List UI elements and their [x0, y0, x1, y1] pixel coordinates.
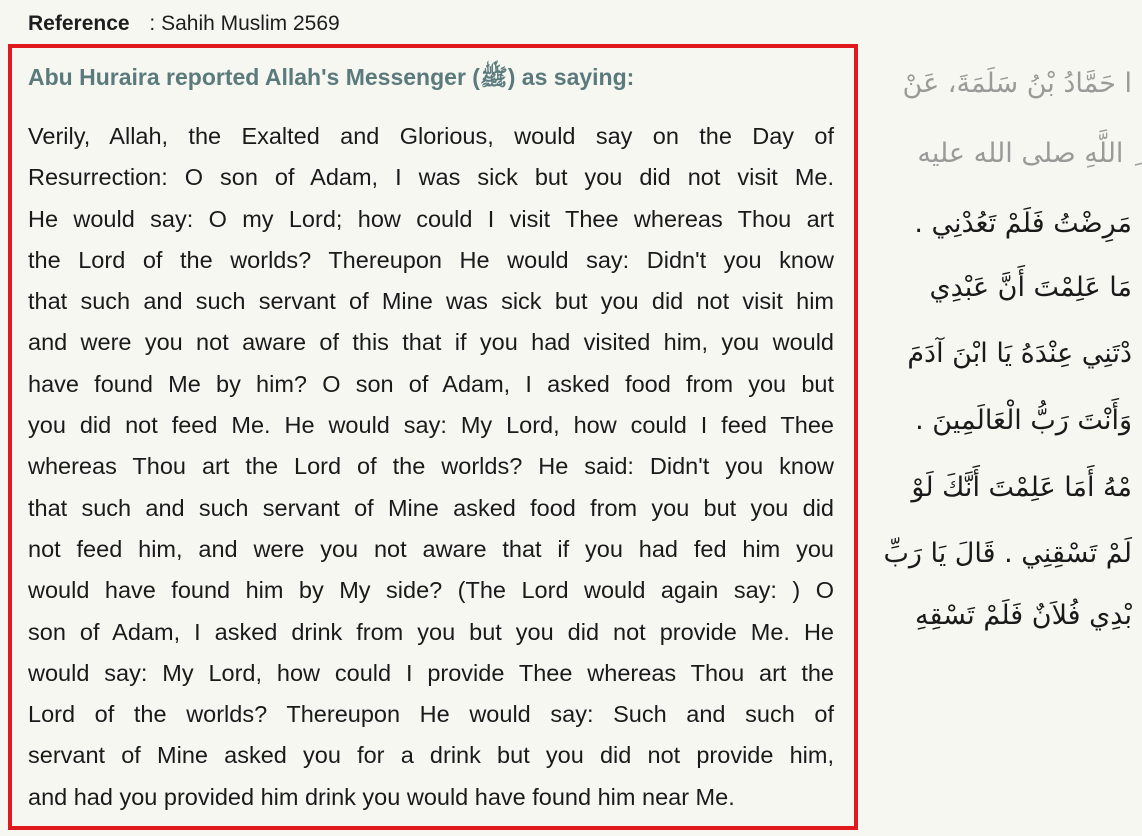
text-line: the Lord of the worlds? Thereupon He would say: Didn't you know [28, 246, 834, 273]
reference-value: Sahih Muslim 2569 [161, 12, 340, 35]
arabic-line: ا حَمَّادُ بْنُ سَلَمَةَ، عَنْ [902, 68, 1132, 99]
text-line: Lord of the worlds? Thereupon He would say: Such and such of [28, 701, 834, 728]
arabic-line: بْدِي فُلاَنٌ فَلَمْ تَسْقِهِ [915, 600, 1132, 631]
text-line: Verily, Allah, the Exalted and Glorious, would say on the Day of [28, 123, 834, 149]
reference-separator: : [149, 12, 156, 35]
text-line: He would say: O my Lord; how could I visit Thee whereas Thou art [28, 205, 834, 232]
arabic-line: مَا عَلِمْتَ أَنَّ عَبْدِي [929, 272, 1132, 303]
text-line: and had you provided him drink you would have found him near Me. [28, 783, 735, 810]
text-line: servant of Mine asked you for a drink but you did not provide him, [28, 742, 834, 769]
text-line: you did not feed Me. He would say: My Lord, how could I feed Thee [28, 412, 834, 439]
text-line: Resurrection: O son of Adam, I was sick but you did not visit Me. [28, 164, 834, 191]
text-line: whereas Thou art the Lord of the worlds? He said: Didn't you know [28, 453, 834, 480]
text-line: not feed him, and were you not aware that if you had fed him you [28, 535, 834, 562]
arabic-line: لَمْ تَسْقِنِي . قَالَ يَا رَبِّ [883, 538, 1132, 569]
text-line: have found Me by him? O son of Adam, I asked food from you but [28, 370, 834, 397]
text-line: son of Adam, I asked drink from you but you did not provide Me. He [28, 618, 834, 645]
arabic-line: وَأَنْتَ رَبُّ الْعَالَمِينَ . [915, 405, 1132, 436]
text-line: would say: My Lord, how could I provide Thee whereas Thou art the [28, 659, 834, 686]
text-line: that such and such servant of Mine asked food from you but you did [28, 494, 834, 521]
hadith-arabic-text [870, 60, 1142, 660]
reference-label: Reference [28, 12, 130, 35]
arabic-line: ِ اللَّهِ صلى الله عليه [917, 138, 1132, 169]
narrator-heading: Abu Huraira reported Allah's Messenger (ﷺ) as saying: [28, 64, 635, 90]
arabic-line: دْتَنِي عِنْدَهُ يَا ابْنَ آدَمَ [907, 338, 1132, 369]
arabic-line: مْهُ أَمَا عَلِمْتَ أَنَّكَ لَوْ [911, 472, 1132, 503]
text-line: and were you not aware of this that if you had visited him, you would [28, 329, 834, 356]
text-line: would have found him by My side? (The Lord would again say: ) O [28, 577, 834, 604]
text-line: that such and such servant of Mine was sick but you did not visit him [28, 288, 834, 315]
hadith-english-text [28, 116, 834, 818]
reference-line [28, 12, 340, 36]
arabic-line: مَرِضْتُ فَلَمْ تَعُدْنِي . [914, 208, 1132, 239]
